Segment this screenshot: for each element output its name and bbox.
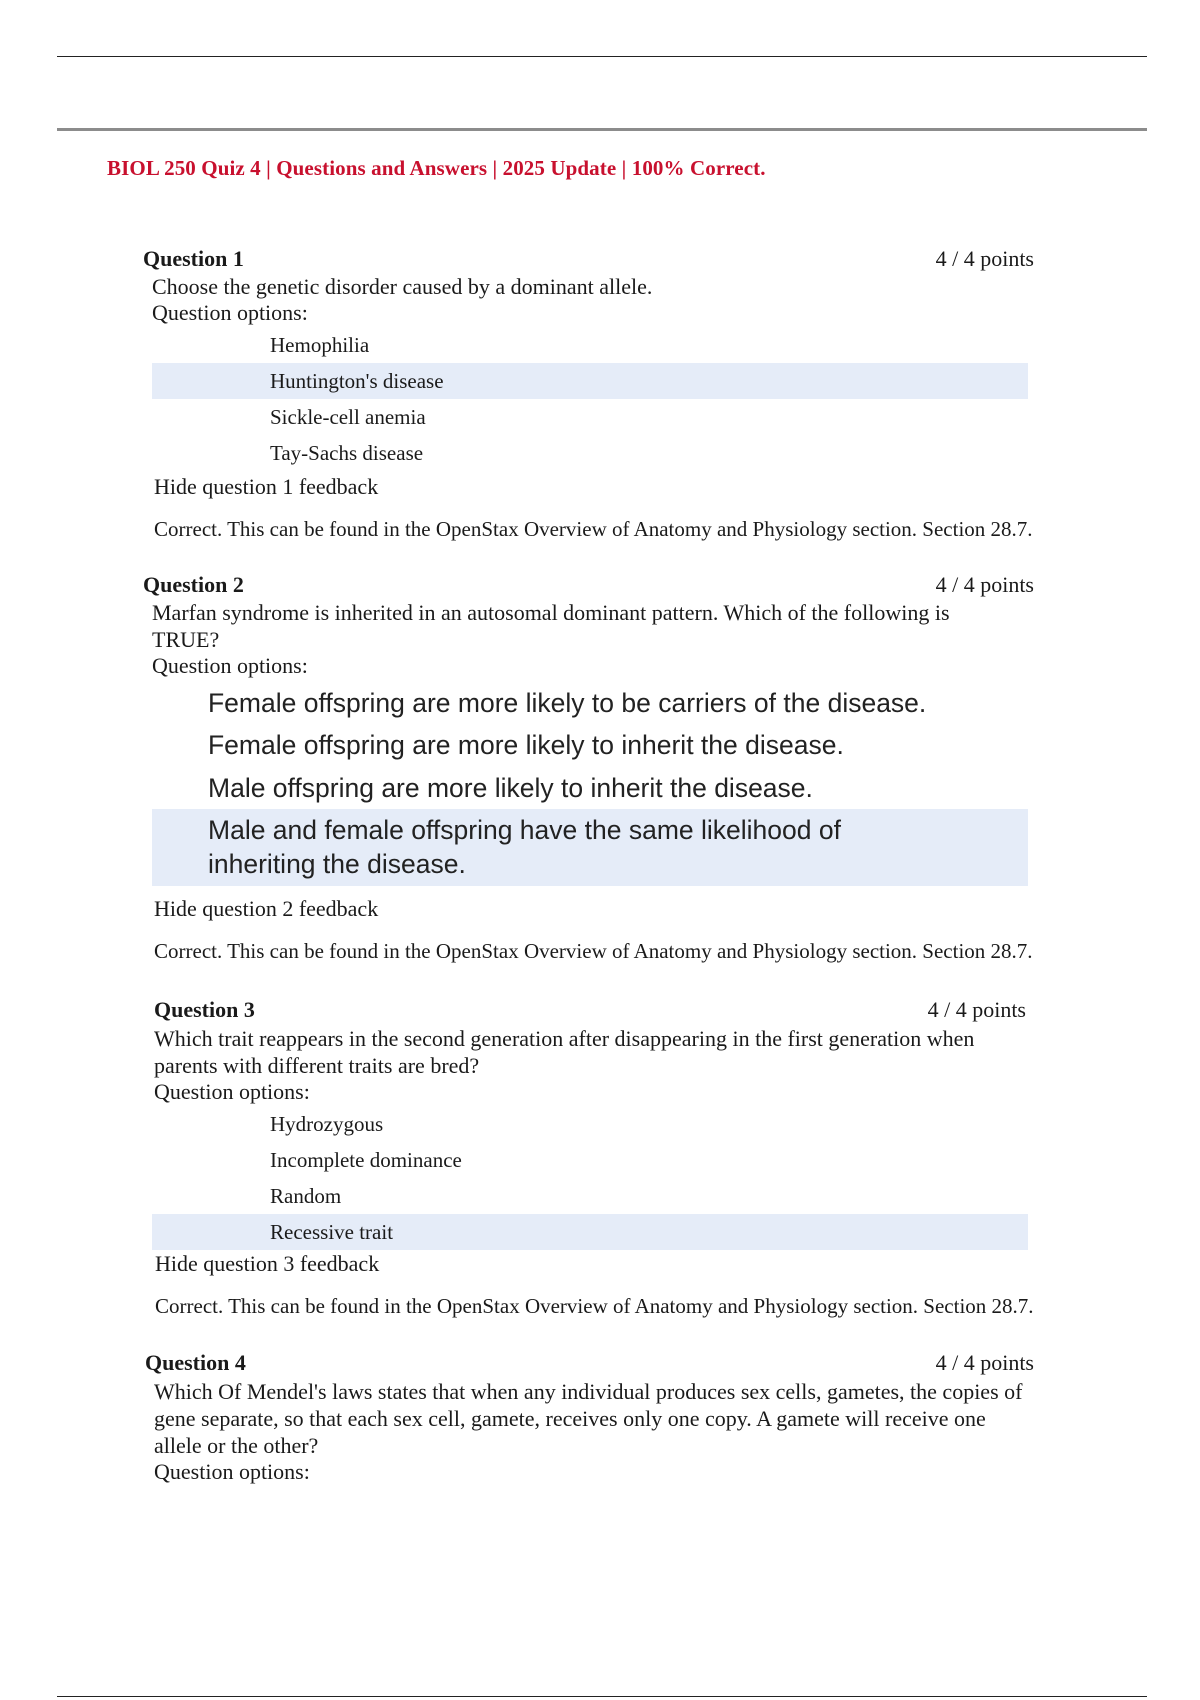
feedback-text: Correct. This can be found in the OpenStax Overview of Anatomy and Physiology section. Section 28.7.: [155, 1294, 1034, 1318]
feedback-text: Correct. This can be found in the OpenStax Overview of Anatomy and Physiology section. Section 28.7.: [154, 939, 1033, 963]
option-female-inherit[interactable]: Female offspring are more likely to inherit the disease.: [208, 730, 844, 760]
question-points: 4 / 4 points: [927, 997, 1026, 1022]
option-female-carriers[interactable]: Female offspring are more likely to be carriers of the disease.: [208, 688, 927, 718]
question-options-label: Question options:: [152, 653, 308, 678]
top-rule: [57, 56, 1147, 57]
option-huntingtons-disease[interactable]: Huntington's disease: [270, 369, 444, 393]
question-options-label: Question options:: [152, 300, 308, 325]
header-rule: [57, 128, 1147, 131]
question-heading: Question 1: [143, 246, 244, 271]
hide-feedback-toggle[interactable]: Hide question 2 feedback: [154, 896, 379, 921]
question-options-label: Question options:: [154, 1079, 310, 1104]
option-same-likelihood[interactable]: Male and female offspring have the same likelihood of inheriting the disease.: [208, 815, 841, 879]
question-options-label: Question options:: [154, 1459, 310, 1484]
question-text: Marfan syndrome is inherited in an autosomal dominant pattern. Which of the following is TRUE?: [152, 600, 950, 652]
option-sickle-cell-anemia[interactable]: Sickle-cell anemia: [270, 405, 426, 429]
option-random[interactable]: Random: [270, 1184, 342, 1208]
question-points: 4 / 4 points: [935, 246, 1034, 271]
question-points: 4 / 4 points: [935, 1350, 1034, 1375]
document-title: BIOL 250 Quiz 4 | Questions and Answers | 2025 Update | 100% Correct.: [107, 156, 766, 180]
bottom-rule: [57, 1696, 1147, 1697]
question-text: Which Of Mendel's laws states that when any individual produces sex cells, gametes, the copies of gene separate, so that each sex cell, gamete, receives only one copy. A gamete will receive one allele or the other?: [154, 1379, 1023, 1458]
hide-feedback-toggle[interactable]: Hide question 3 feedback: [155, 1251, 380, 1276]
option-recessive-trait[interactable]: Recessive trait: [270, 1220, 394, 1244]
hide-feedback-toggle[interactable]: Hide question 1 feedback: [154, 474, 379, 499]
question-points: 4 / 4 points: [935, 572, 1034, 597]
option-incomplete-dominance[interactable]: Incomplete dominance: [270, 1148, 462, 1172]
question-text: Which trait reappears in the second generation after disappearing in the first generation when parents with different traits are bred?: [154, 1026, 975, 1078]
option-tay-sachs-disease[interactable]: Tay-Sachs disease: [270, 441, 424, 465]
question-text: Choose the genetic disorder caused by a dominant allele.: [152, 274, 653, 299]
option-hemophilia[interactable]: Hemophilia: [270, 333, 370, 357]
option-hydrozygous[interactable]: Hydrozygous: [270, 1112, 384, 1136]
option-male-inherit[interactable]: Male offspring are more likely to inherit the disease.: [208, 773, 813, 803]
question-heading: Question 3: [154, 997, 255, 1022]
question-heading: Question 4: [145, 1350, 246, 1375]
question-heading: Question 2: [143, 572, 244, 597]
feedback-text: Correct. This can be found in the OpenStax Overview of Anatomy and Physiology section. Section 28.7.: [154, 517, 1033, 541]
